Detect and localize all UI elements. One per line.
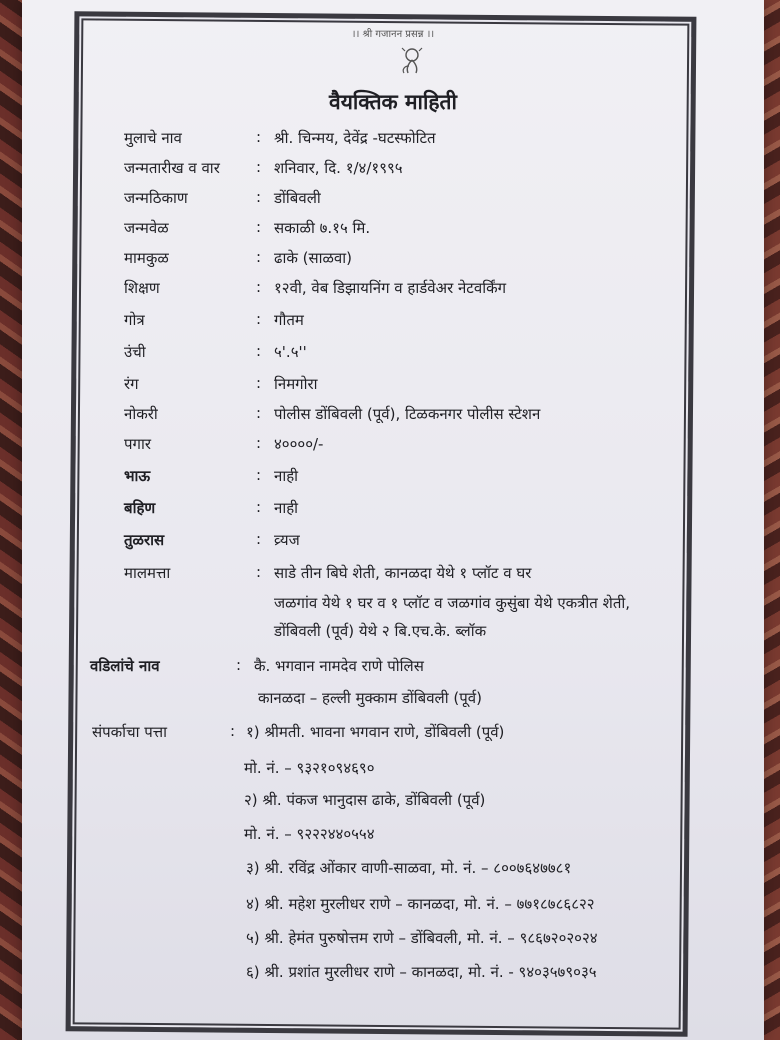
field-colon: : xyxy=(256,248,262,266)
field-label: गोत्र xyxy=(124,311,145,329)
field-colon: : xyxy=(256,342,262,360)
contact-line: ३) श्री. रविंद्र ओंकार वाणी-साळवा, मो. नं. – ८००७६४७७८१ xyxy=(246,859,572,877)
field-colon: : xyxy=(256,128,262,146)
field-label: मुलाचे नाव xyxy=(124,129,182,147)
field-value: शनिवार, दि. १/४/१९९५ xyxy=(274,159,403,177)
contact-line: मो. नं. – ९३२१०९४६९० xyxy=(244,759,375,777)
document-sheet xyxy=(22,0,764,1040)
field-value: ढाके (साळवा) xyxy=(274,249,352,267)
property-colon: : xyxy=(256,563,262,581)
field-value: नाही xyxy=(274,499,299,517)
contact-line: ४) श्री. महेश मुरलीधर राणे – कानळदा, मो. नं. – ७७१८७८६८२२ xyxy=(246,895,595,913)
field-colon: : xyxy=(256,530,262,548)
ganesha-icon xyxy=(398,46,426,76)
field-colon: : xyxy=(256,158,262,176)
field-value: श्री. चिन्मय, देवेंद्र -घटस्फोटित xyxy=(274,129,436,147)
contact-colon: : xyxy=(230,722,236,740)
field-value: सकाळी ७.१५ मि. xyxy=(274,219,371,237)
contact-label: संपर्काचा पत्ता xyxy=(92,723,168,741)
contact-line: १) श्रीमती. भावना भगवान राणे, डोंबिवली (पूर्व) xyxy=(246,723,505,741)
field-colon: : xyxy=(256,374,262,392)
property-line: साडे तीन बिघे शेती, कानळदा येथे १ प्लॉट व घर xyxy=(274,564,532,582)
contact-line: मो. नं. – ९२२२४४०५५४ xyxy=(244,825,375,843)
field-value: डोंबिवली xyxy=(274,189,321,207)
field-value: नाही xyxy=(274,467,299,485)
field-value: निमगोरा xyxy=(274,375,318,393)
field-value: गौतम xyxy=(274,311,304,329)
field-colon: : xyxy=(256,434,262,452)
field-label: जन्मतारीख व वार xyxy=(124,159,220,177)
field-label: मामकुळ xyxy=(124,249,169,267)
contact-line: ६) श्री. प्रशांत मुरलीधर राणे – कानळदा, मो. नं. - ९४०३५७९०३५ xyxy=(246,963,597,981)
field-label: जन्मवेळ xyxy=(124,219,169,237)
field-label: पगार xyxy=(124,435,151,453)
father-line: कानळदा – हल्ली मुक्काम डोंबिवली (पूर्व) xyxy=(258,689,482,707)
field-value: व्र्यज xyxy=(274,531,300,549)
field-colon: : xyxy=(256,466,262,484)
field-value: १२वी, वेब डिझायनिंग व हार्डवेअर नेटवर्किंग xyxy=(274,279,507,297)
document-title: वैयक्तिक माहिती xyxy=(329,90,457,114)
field-label: जन्मठिकाण xyxy=(124,189,188,207)
field-label: शिक्षण xyxy=(124,279,160,297)
blessing-text: ।। श्री गजानन प्रसन्न ।। xyxy=(351,29,435,40)
father-line: कै. भगवान नामदेव राणे पोलिस xyxy=(254,657,424,675)
father-label: वडिलांचे नाव xyxy=(90,657,160,675)
field-colon: : xyxy=(256,310,262,328)
contact-line: ५) श्री. हेमंत पुरुषोत्तम राणे – डोंबिवली, मो. नं. – ९८६७२०२०२४ xyxy=(246,929,598,947)
field-label: रंग xyxy=(124,375,139,393)
property-label: मालमत्ता xyxy=(124,564,171,582)
field-label: नोकरी xyxy=(124,405,158,423)
field-colon: : xyxy=(256,404,262,422)
field-colon: : xyxy=(256,188,262,206)
field-label: उंची xyxy=(124,343,146,361)
contact-line: २) श्री. पंकज भानुदास ढाके, डोंबिवली (पूर्व) xyxy=(244,791,486,809)
field-value: ५'.५'' xyxy=(274,343,307,361)
field-label: भाऊ xyxy=(124,467,151,485)
property-line: डोंबिवली (पूर्व) येथे २ बि.एच.के. ब्लॉक xyxy=(274,622,487,640)
father-colon: : xyxy=(236,656,242,674)
field-label: तुळरास xyxy=(124,531,165,549)
field-value: पोलीस डोंबिवली (पूर्व), टिळकनगर पोलीस स्टेशन xyxy=(274,405,541,423)
field-colon: : xyxy=(256,278,262,296)
field-value: ४००००/- xyxy=(274,435,324,453)
field-colon: : xyxy=(256,498,262,516)
field-label: बहिण xyxy=(124,499,156,517)
property-line: जळगांव येथे १ घर व १ प्लॉट व जळगांव कुसुंबा येथे एकत्रीत शेती, xyxy=(274,594,631,612)
field-colon: : xyxy=(256,218,262,236)
